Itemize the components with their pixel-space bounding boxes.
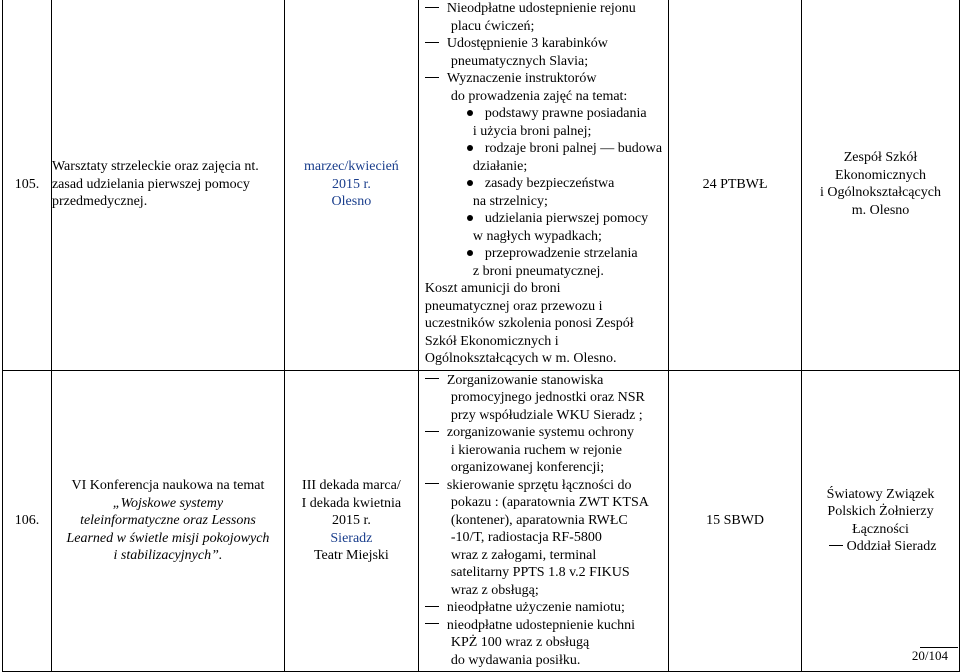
partner-line: Zespół Szkół xyxy=(843,150,918,166)
event-title xyxy=(51,0,284,370)
date-line: I dekada kwietnia xyxy=(301,495,402,511)
dash-marker xyxy=(825,538,847,556)
unit-cell: 24 PTBWŁ xyxy=(669,0,802,370)
list-item-cont: wraz z załogami, terminal xyxy=(450,547,597,563)
partner-line: Łączności xyxy=(852,521,909,537)
title-line: Warsztaty strzeleckie oraz zajęcia nt. xyxy=(51,159,259,174)
place-line: Teatr Miejski xyxy=(313,548,389,563)
bullet-icon xyxy=(457,105,485,123)
event-title xyxy=(51,370,284,672)
dash-marker xyxy=(425,0,447,18)
place-line: Olesno xyxy=(331,194,372,209)
bullet-item-cont: na strzelnicy; xyxy=(472,193,548,209)
bullet-icon xyxy=(457,140,485,158)
dash-marker xyxy=(425,35,447,53)
bullet-icon xyxy=(457,210,485,228)
event-activities xyxy=(418,370,668,672)
list-item: Zorganizowanie stanowiska xyxy=(425,372,662,390)
row-number: 105. xyxy=(3,0,52,370)
dash-marker xyxy=(425,372,447,390)
row-number: 106. xyxy=(3,370,52,672)
title-line: „Wojskowe systemy xyxy=(112,495,224,511)
bullet-item-cont: z broni pneumatycznej. xyxy=(472,263,604,279)
bullet-item: przeprowadzenie strzelania xyxy=(425,245,662,263)
title-line: zasad udzielania pierwszej pomocy xyxy=(51,176,250,192)
cost-note: pneumatycznej oraz przewozu i xyxy=(424,298,603,314)
date-line: III dekada marca/ xyxy=(302,478,401,493)
bullet-item-cont: działanie; xyxy=(472,158,528,174)
dash-marker xyxy=(425,424,447,442)
list-item-cont: satelitarny PPTS 1.8 v.2 FIKUS xyxy=(450,565,630,580)
title-line: teleinformatyczne oraz Lessons xyxy=(80,513,256,528)
bullet-item: podstawy prawne posiadania xyxy=(425,105,662,123)
list-item: nieodpłatne udostepnienie kuchni xyxy=(425,617,662,635)
cost-note: Ogólnokształcących w m. Olesno. xyxy=(424,351,617,366)
list-item-cont: do wydawania posiłku. xyxy=(450,652,581,668)
list-item-cont: i kierowania ruchem w rejonie xyxy=(450,442,622,458)
date-line: marzec/kwiecień xyxy=(303,159,399,174)
date-line: 2015 r. xyxy=(331,176,371,192)
page-number: 20/104 xyxy=(911,648,948,663)
bullet-item: udzielania pierwszej pomocy xyxy=(425,210,662,228)
event-activities xyxy=(418,0,668,370)
cost-note: uczestników szkolenia ponosi Zespół xyxy=(424,316,634,331)
bullet-item-cont: i użycia broni palnej; xyxy=(472,123,592,139)
list-item-cont: wraz z obsługą; xyxy=(450,582,539,598)
list-item-cont: pneumatycznych Slavia; xyxy=(450,53,589,69)
list-item: Nieodpłatne udostepnienie rejonu xyxy=(425,0,662,18)
cost-note: Koszt amunicji do broni xyxy=(424,281,561,296)
partner-line: Ekonomicznych xyxy=(835,167,926,183)
list-item-cont: -10/T, radiostacja RF-5800 xyxy=(450,530,602,545)
partner-cell xyxy=(802,0,960,370)
place-line: Sieradz xyxy=(330,530,373,546)
list-item-cont: placu ćwiczeń; xyxy=(450,18,535,34)
list-item-cont: pokazu : (aparatownia ZWT KTSA xyxy=(450,495,649,510)
list-item: zorganizowanie systemu ochrony xyxy=(425,424,662,442)
dash-marker xyxy=(425,599,447,617)
event-date-place xyxy=(284,370,418,672)
partner-line: Polskich Żołnierzy xyxy=(827,504,934,520)
date-line: 2015 r. xyxy=(331,513,371,528)
bullet-item: zasady bezpieczeństwa xyxy=(425,175,662,193)
title-line: przedmedycznej. xyxy=(51,194,148,209)
list-item: skierowanie sprzętu łączności do xyxy=(425,477,662,495)
title-line: Learned w świetle misji pokojowych xyxy=(66,530,270,546)
list-item-cont: KPŻ 100 wraz z obsługą xyxy=(450,635,590,650)
list-item-cont: do prowadzenia zajęć na temat: xyxy=(450,88,628,104)
bullet-item-cont: w nagłych wypadkach; xyxy=(472,228,602,244)
list-item-cont: promocyjnego jednostki oraz NSR xyxy=(450,390,645,405)
table-row xyxy=(3,370,960,672)
dash-marker xyxy=(425,477,447,495)
partner-line: m. Olesno xyxy=(851,202,910,218)
partner-cell xyxy=(802,370,960,672)
list-item: nieodpłatne użyczenie namiotu; xyxy=(425,599,662,617)
list-item-cont: organizowanej konferencji; xyxy=(450,460,605,475)
dash-marker xyxy=(425,617,447,635)
list-item: Wyznaczenie instruktorów xyxy=(425,70,662,88)
cost-note: Szkół Ekonomicznych i xyxy=(424,333,559,349)
list-item: Udostępnienie 3 karabinków xyxy=(425,35,662,53)
table-row xyxy=(3,0,960,370)
title-line: i stabilizacyjnych”. xyxy=(113,548,223,563)
events-table xyxy=(2,0,960,672)
list-item-cont: przy współudziale WKU Sieradz ; xyxy=(450,407,643,423)
event-date-place xyxy=(284,0,418,370)
bullet-icon xyxy=(457,245,485,263)
partner-line: Światowy Związek xyxy=(826,486,935,502)
partner-line: i Ogólnokształcących xyxy=(820,185,941,201)
partner-line: Oddział Sieradz xyxy=(802,538,959,556)
unit-cell: 15 SBWD xyxy=(669,370,802,672)
bullet-icon xyxy=(457,175,485,193)
dash-marker xyxy=(425,70,447,88)
title-line: VI Konferencja naukowa na temat xyxy=(71,478,265,493)
bullet-item: rodzaje broni palnej — budowa xyxy=(425,140,662,158)
list-item-cont: (kontener), aparatownia RWŁC xyxy=(450,512,628,528)
